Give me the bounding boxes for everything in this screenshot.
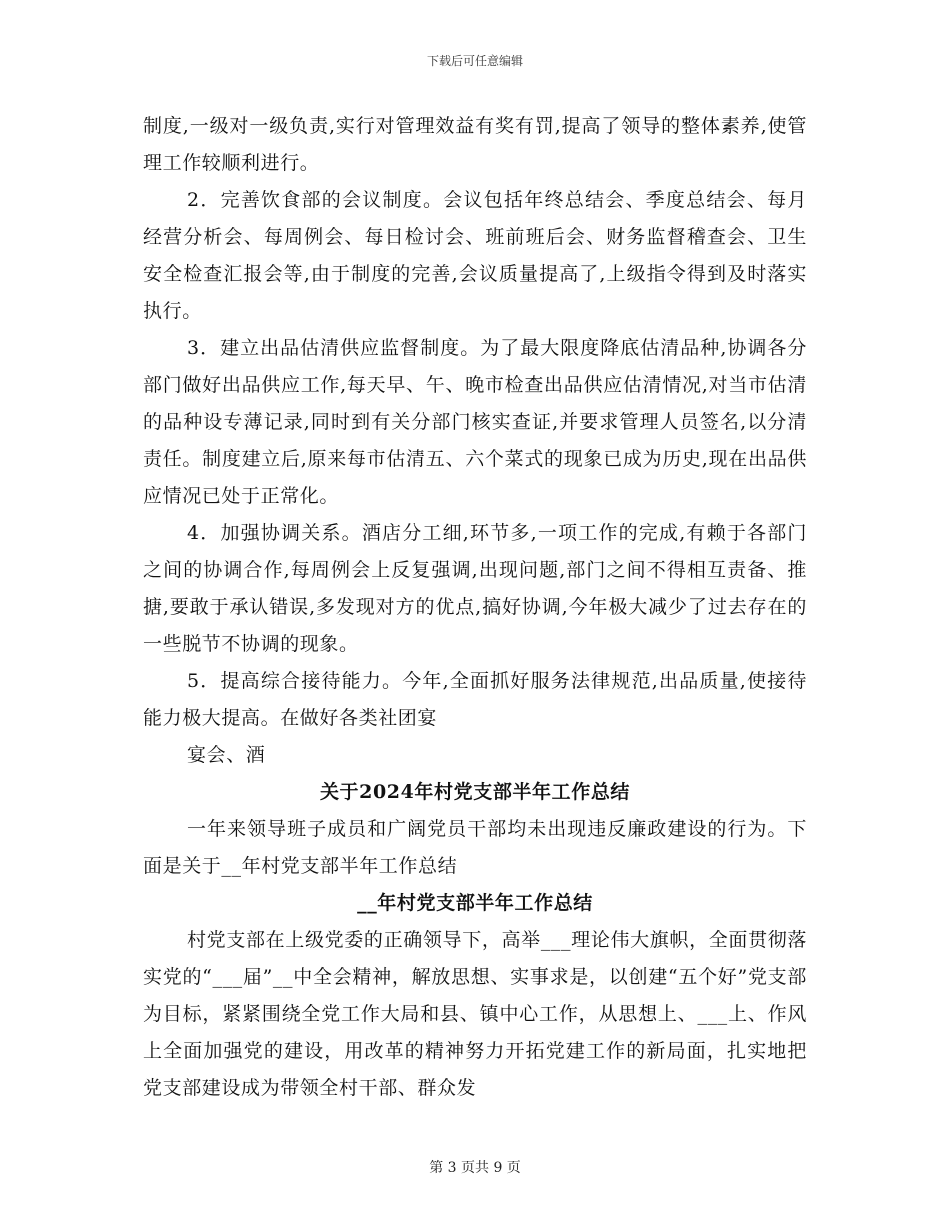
paragraph-item-3: 3．建立出品估清供应监督制度。为了最大限度降底估清品种,协调各分部门做好出品供应工作,每天早、午、晚市检查出品供应估清情况,对当市估清的品种设专薄记录,同时到有关分部门核实查证,并要求管理人员签名,以分清责任。制度建立后,原来每市估清五、六个菜式的现象已成为历史,现在出品供应情况已处于正常化。 [143,337,807,507]
document-body [143,108,807,1107]
paragraph-item-4: 4．加强协调关系。酒店分工细,环节多,一项工作的完成,有赖于各部门之间的协调合作,每周例会上反复强调,出现问题,部门之间不得相互责备、推搪,要敢于承认错误,多发现对方的优点,搞好协调,今年极大减少了过去存在的一些脱节不协调的现象。 [143,522,807,655]
paragraph-continuation: 制度,一级对一级负责,实行对管理效益有奖有罚,提高了领导的整体素养,使管理工作较顺利进行。 [143,115,807,174]
page-footer: 第 3 页共 9 页 [429,1160,521,1176]
paragraph-fragment: 宴会、酒 [187,744,266,766]
section-intro: 一年来领导班子成员和广阔党员干部均未出现违反廉政建设的行为。下面是关于__年村党支部半年工作总结 [143,818,807,877]
paragraph-item-5: 5．提高综合接待能力。今年,全面抓好服务法律规范,出品质量,使接待能力极大提高。在做好各类社团宴 [143,670,807,729]
section-subtitle: __年村党支部半年工作总结 [357,892,593,914]
paragraph-item-2: 2．完善饮食部的会议制度。会议包括年终总结会、季度总结会、每月经营分析会、每周例会、每日检讨会、班前班后会、财务监督稽查会、卫生安全检查汇报会等,由于制度的完善,会议质量提高了,上级指令得到及时落实执行。 [143,189,807,322]
section-title: 关于2024年村党支部半年工作总结 [319,781,631,803]
page-header: 下载后可任意编辑 [426,54,523,68]
section-body: 村党支部在上级党委的正确领导下，高举___理论伟大旗帜，全面贯彻落实党的“___届”__中全会精神，解放思想、实事求是，以创建“五个好”党支部为目标，紧紧围绕全党工作大局和县、镇中心工作，从思想上、___上、作风上全面加强党的建设，用改革的精神努力开拓党建工作的新局面，扎实地把党支部建设成为带领全村干部、群众发 [143,929,807,1099]
